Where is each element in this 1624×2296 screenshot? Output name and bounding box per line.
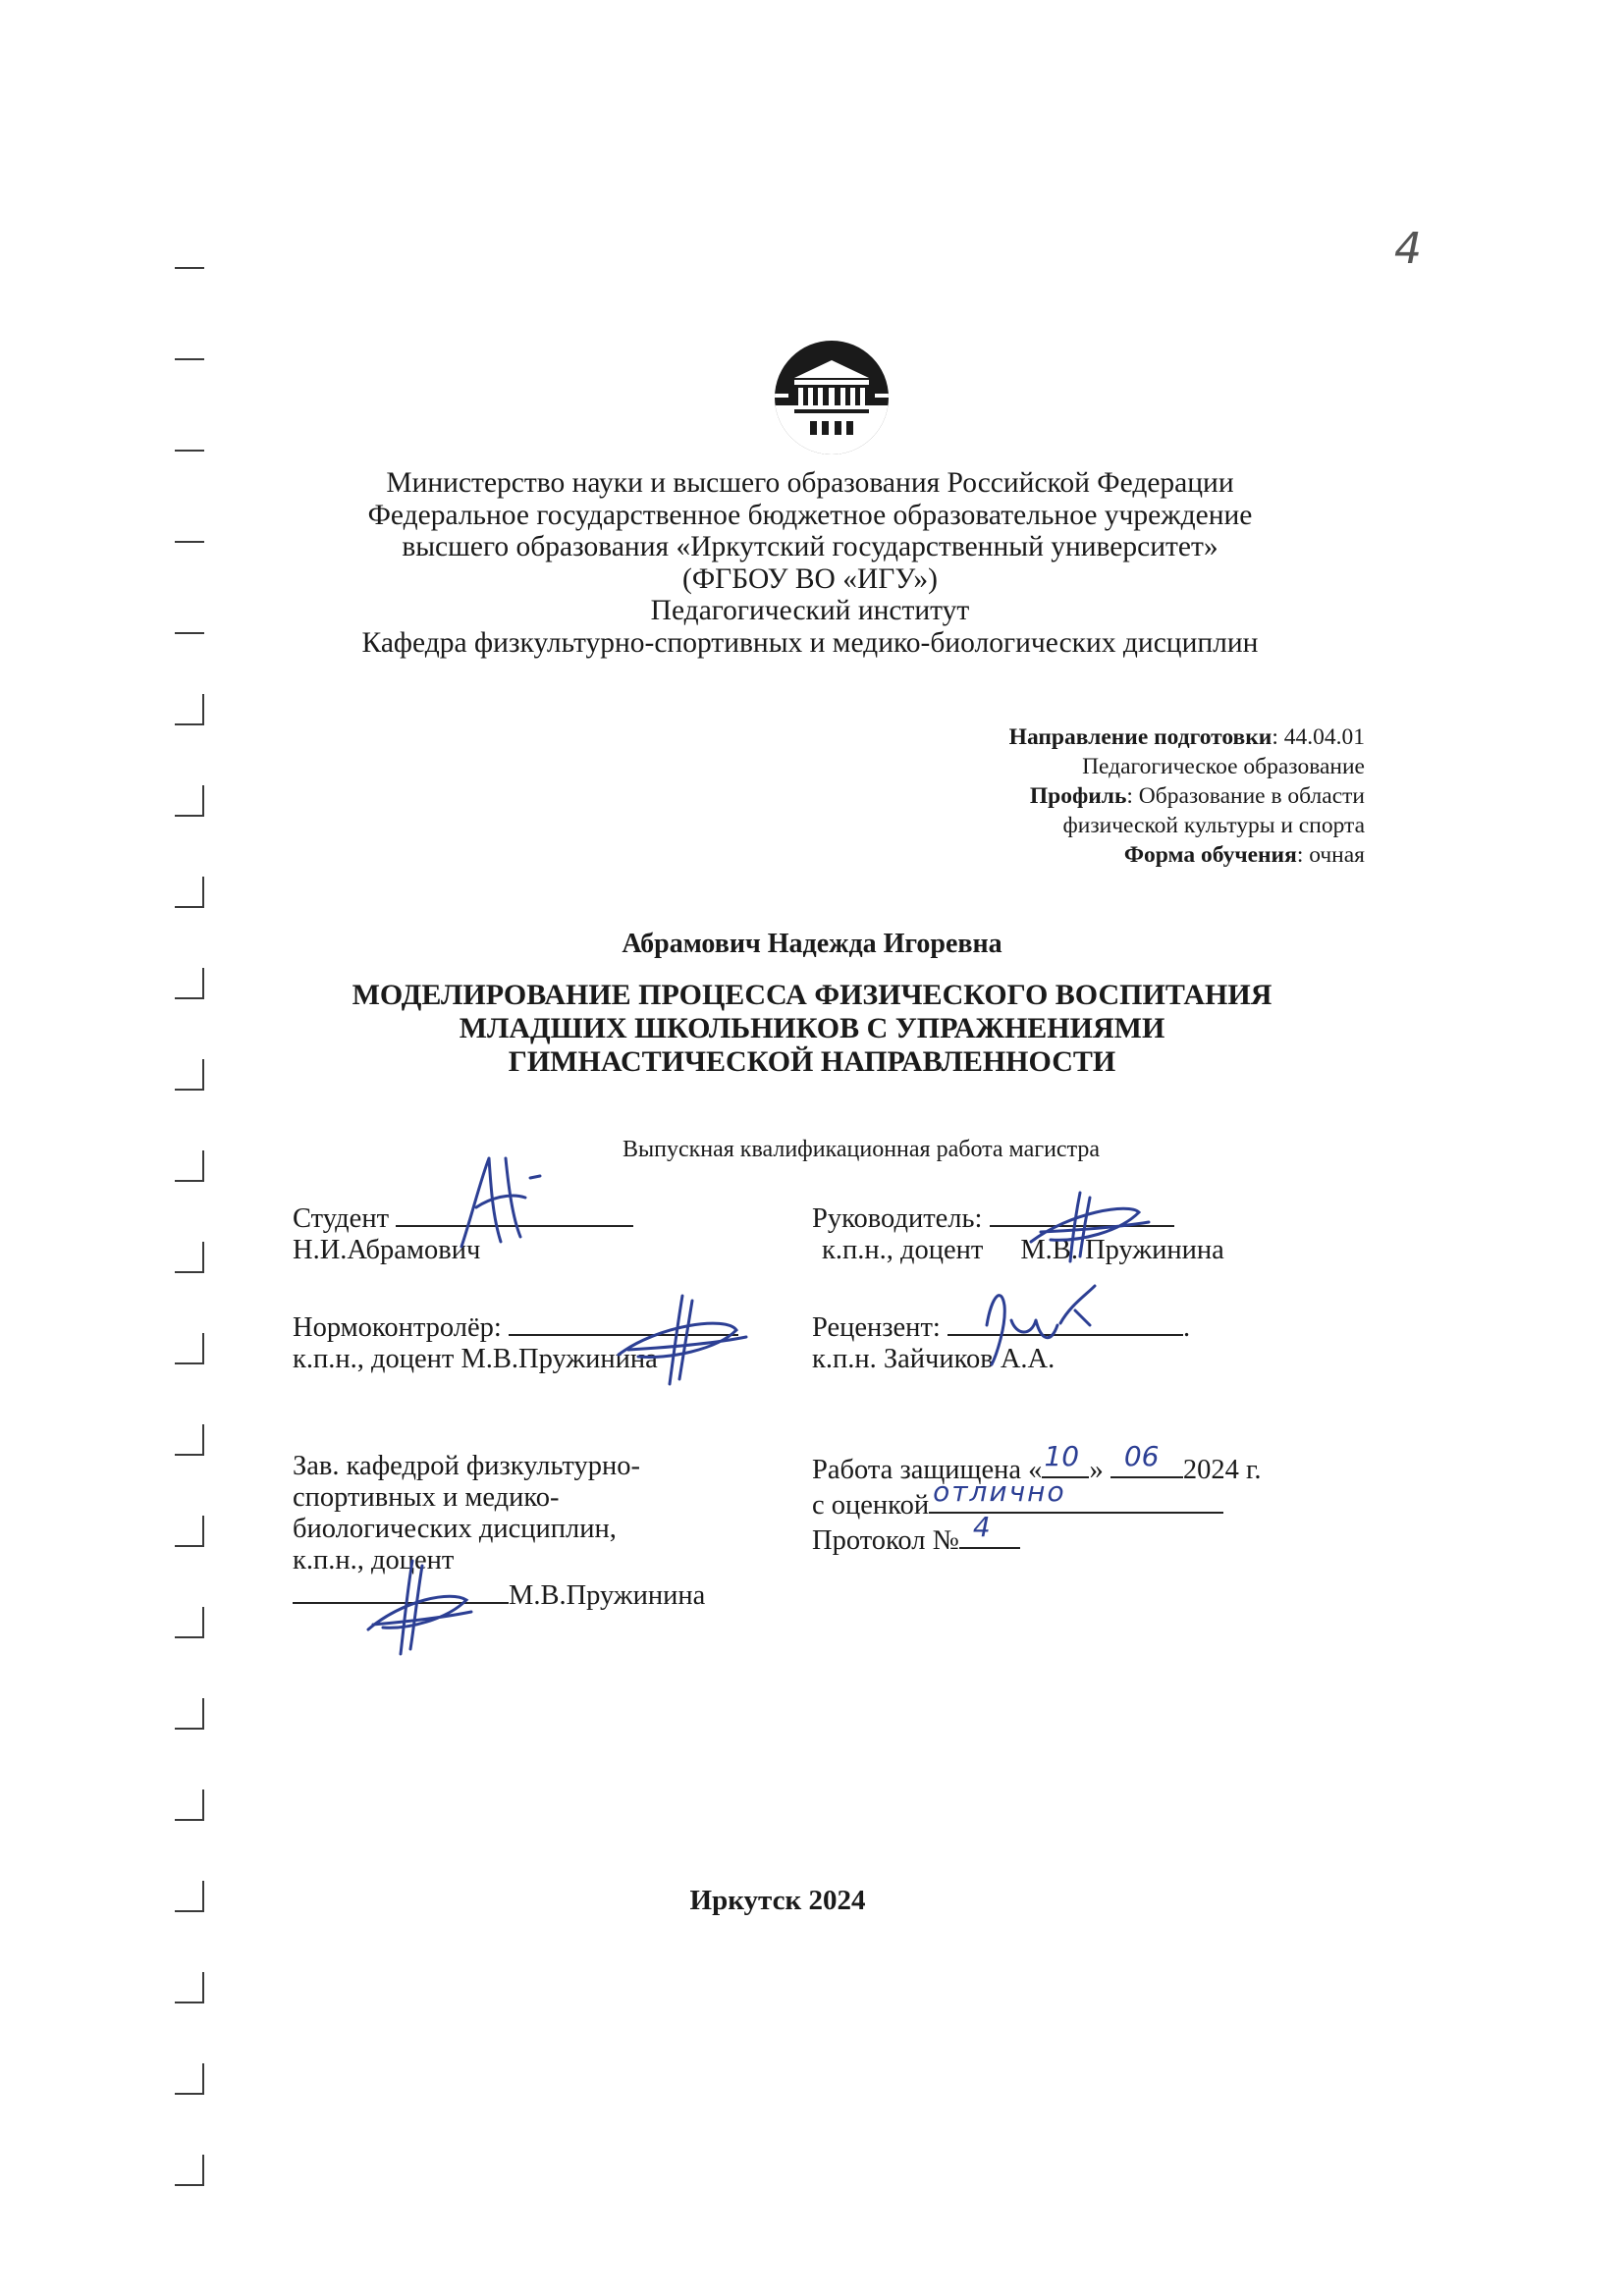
supervisor-name: М.В. Пружинина <box>1020 1235 1224 1265</box>
grade-value: отлично <box>933 1475 1066 1508</box>
binding-mark <box>175 1545 204 1547</box>
defense-prefix: Работа защищена « <box>812 1455 1043 1485</box>
protocol-field <box>959 1511 1020 1549</box>
binding-mark <box>175 358 204 360</box>
page-number: 4 <box>1394 224 1422 274</box>
direction-label: Направление подготовки <box>1008 724 1272 750</box>
binding-tick <box>202 694 204 723</box>
reviewer-signature-icon <box>977 1266 1124 1374</box>
head-line: к.п.н., доцент <box>293 1545 455 1575</box>
title-line: МЛАДШИХ ШКОЛЬНИКОВ С УПРАЖНЕНИЯМИ <box>459 1012 1165 1044</box>
binding-tick <box>202 785 204 815</box>
institution-header <box>236 467 1384 659</box>
defense-year: 2024 г. <box>1182 1455 1262 1485</box>
profile-label: Профиль <box>1029 783 1127 809</box>
title-line: МОДЕЛИРОВАНИЕ ПРОЦЕССА ФИЗИЧЕСКОГО ВОСПИТАНИЯ <box>352 979 1272 1011</box>
binding-tick <box>202 2155 204 2184</box>
work-type: Выпускная квалификационная работа магистра <box>622 1137 1101 1162</box>
defense-close-quote: » <box>1089 1455 1104 1485</box>
binding-mark <box>175 2002 204 2003</box>
binding-tick <box>202 1242 204 1271</box>
direction-line2: Педагогическое образование <box>1082 754 1365 779</box>
binding-mark <box>175 1819 204 1821</box>
student-signature-icon <box>432 1139 569 1276</box>
direction-value: 44.04.01 <box>1283 724 1365 750</box>
ministry-line: Министерство науки и высшего образования Российской Федерации <box>386 467 1234 499</box>
grade-label: с оценкой <box>812 1490 930 1521</box>
binding-mark <box>175 723 204 725</box>
supervisor-label: Руководитель: <box>812 1203 983 1234</box>
reviewer-trailing: . <box>1182 1312 1191 1343</box>
binding-tick <box>202 1698 204 1728</box>
institution-type-line: Федеральное государственное бюджетное образовательное учреждение <box>367 499 1253 531</box>
profile-line2: физической культуры и спорта <box>1062 813 1365 838</box>
reviewer-name: к.п.н. Зайчиков А.А. <box>812 1344 1056 1374</box>
binding-mark <box>175 450 204 452</box>
binding-mark <box>175 1180 204 1182</box>
normcontrol-name: к.п.н., доцент М.В.Пружинина <box>293 1344 658 1374</box>
city-year: Иркутск 2024 <box>689 1885 866 1916</box>
binding-tick <box>202 1424 204 1454</box>
university-abbrev-line: (ФГБОУ ВО «ИГУ») <box>682 562 938 595</box>
binding-tick <box>202 877 204 906</box>
university-logo <box>773 339 891 456</box>
protocol-number: 4 <box>972 1511 991 1543</box>
binding-mark <box>175 1728 204 1730</box>
defense-block <box>812 1440 1262 1557</box>
defense-day: 10 <box>1044 1440 1080 1472</box>
title-line: ГИМНАСТИЧЕСКОЙ НАПРАВЛЕННОСТИ <box>508 1045 1116 1078</box>
binding-tick <box>202 2063 204 2093</box>
binding-mark <box>175 267 204 269</box>
binding-mark <box>175 906 204 908</box>
profile-value: Образование в области <box>1138 783 1365 809</box>
head-signature-icon <box>353 1541 481 1669</box>
author-name: Абрамович Надежда Игоревна <box>622 929 1002 959</box>
student-label: Студент <box>293 1203 390 1234</box>
binding-mark <box>175 1454 204 1456</box>
binding-mark <box>175 632 204 634</box>
binding-tick <box>202 1333 204 1362</box>
thesis-title <box>0 979 1624 1079</box>
supervisor-degree: к.п.н., доцент <box>822 1235 984 1265</box>
grade-field <box>929 1475 1223 1514</box>
binding-mark <box>175 2093 204 2095</box>
binding-mark <box>175 1089 204 1091</box>
binding-tick <box>202 1516 204 1545</box>
normcontrol-signature-icon <box>599 1286 756 1394</box>
defense-month: 06 <box>1123 1440 1160 1472</box>
university-building-icon <box>773 339 891 456</box>
normcontrol-label: Нормоконтролёр: <box>293 1312 502 1343</box>
head-line: спортивных и медико- <box>293 1482 560 1513</box>
defense-month-field <box>1110 1440 1183 1478</box>
student-name: Н.И.Абрамович <box>293 1235 481 1265</box>
head-name: М.В.Пружинина <box>509 1580 706 1611</box>
binding-mark <box>175 1362 204 1364</box>
university-line: высшего образования «Иркутский государственный университет» <box>402 531 1218 562</box>
binding-tick <box>202 1607 204 1636</box>
institute-line: Педагогический институт <box>650 595 970 626</box>
supervisor-signature-icon <box>1011 1173 1159 1271</box>
binding-tick <box>202 1789 204 1819</box>
binding-mark <box>175 541 204 543</box>
binding-mark <box>175 1271 204 1273</box>
head-line: Зав. кафедрой физкультурно- <box>293 1451 640 1481</box>
head-line: биологических дисциплин, <box>293 1514 617 1544</box>
binding-mark <box>175 815 204 817</box>
binding-mark <box>175 2184 204 2186</box>
form-label: Форма обучения <box>1123 842 1297 868</box>
program-details: Направление подготовки: 44.04.01 Педагогическое образование Профиль: Образование в области физической культуры и спорта Форма обучения: очная <box>1008 724 1365 868</box>
binding-mark <box>175 1636 204 1638</box>
form-value: очная <box>1309 842 1365 868</box>
defense-day-field <box>1042 1440 1089 1478</box>
binding-tick <box>202 1972 204 2002</box>
department-line: Кафедра физкультурно-спортивных и медико-биологических дисциплин <box>361 626 1259 659</box>
reviewer-label: Рецензент: <box>812 1312 941 1343</box>
protocol-label: Протокол № <box>812 1525 959 1556</box>
